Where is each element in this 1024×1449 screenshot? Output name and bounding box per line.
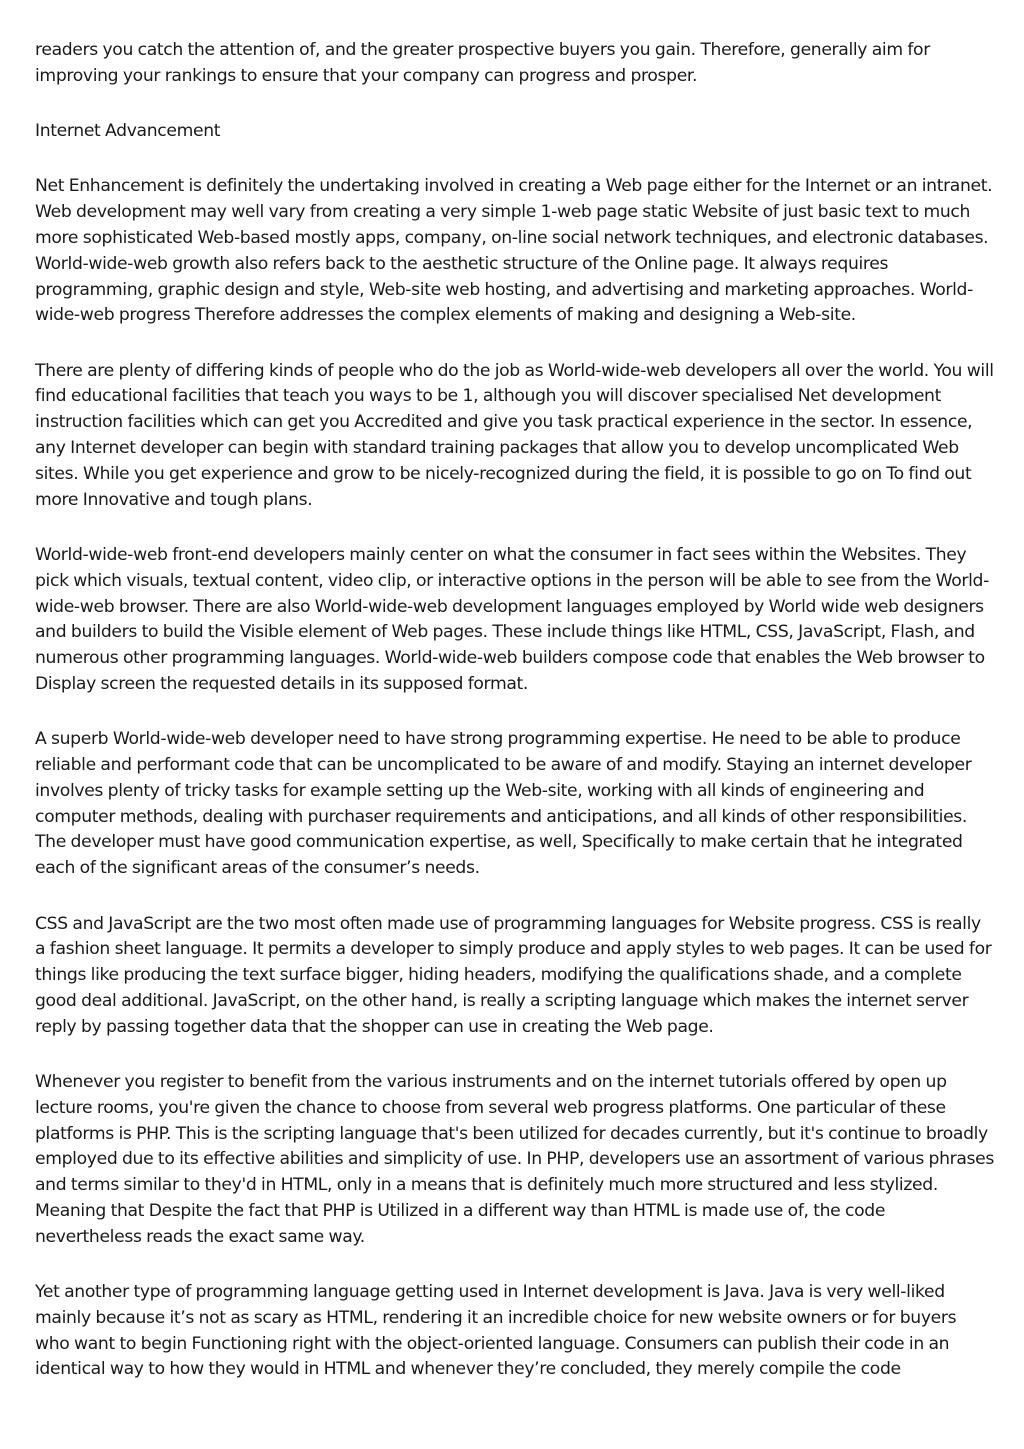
paragraph-kinds-of-developers: There are plenty of differing kinds of people who do the job as World-wide-web developers all over the world. You will find educational facilities that teach you ways to be 1, although you will discover specialised Net development instruction facilities which can get you Accredited and give you task practical experience in the sector. In essence, any Internet developer can begin with standard training packages that allow you to develop uncomplicated Web sites. While you get experience and grow to be nicely-recognized during the field, it is possible to go on To find out more Innovative and tough plans. xyxy=(35,360,994,510)
paragraph-superb-developer: A superb World-wide-web developer need to have strong programming expertise. He need to be able to produce reliable and performant code that can be uncomplicated to be aware of and modify. Staying an internet developer involves plenty of tricky tasks for example setting up the Web-site, working with all kinds of engineering and computer methods, dealing with purchaser requirements and anticipations, and all kinds of other responsibilities. The developer must have good communication expertise, as well, Specifically to make certain that he integrated each of the significant areas of the consumer’s needs. xyxy=(35,729,972,879)
document-page xyxy=(35,38,995,1383)
paragraph-css-javascript: CSS and JavaScript are the two most often made use of programming languages for Website progress. CSS is really a fashion sheet language. It permits a developer to simply produce and apply styles to web pages. It can be used for things like producing the text surface bigger, hiding headers, modifying the qualifications shade, and a complete good deal additional. JavaScript, on the other hand, is really a scripting language which makes the internet server reply by passing together data that the shopper can use in creating the Web page. xyxy=(35,913,992,1037)
paragraph-front-end-developers: World-wide-web front-end developers mainly center on what the consumer in fact sees within the Websites. They pick which visuals, textual content, video clip, or interactive options in the person will be able to see from the World-wide-web browser. There are also World-wide-web development languages employed by World wide web designers and builders to build the Visible element of Web pages. These include things like HTML, CSS, JavaScript, Flash, and numerous other programming languages. World-wide-web builders compose code that enables the Web browser to Display screen the requested details in its supposed format. xyxy=(35,544,989,694)
paragraph-intro-continuation: readers you catch the attention of, and the greater prospective buyers you gain. Therefore, generally aim for improving your rankings to ensure that your company can progress and prosper. xyxy=(35,40,930,86)
section-heading: Internet Advancement xyxy=(35,121,221,142)
paragraph-php: Whenever you register to benefit from the various instruments and on the internet tutorials offered by open up lecture rooms, you're given the chance to choose from several web progress platforms. One particular of these platforms is PHP. This is the scripting language that's been utilized for decades currently, but it's continue to broadly employed due to its effective abilities and simplicity of use. In PHP, developers use an assortment of various phrases and terms similar to they'd in HTML, only in a means that is definitely much more structured and less stylized. Meaning that Despite the fact that PHP is Utilized in a different way than HTML is made use of, the code nevertheless reads the exact same way. xyxy=(35,1072,994,1247)
paragraph-net-enhancement: Net Enhancement is definitely the undertaking involved in creating a Web page either for the Internet or an intranet. Web development may well vary from creating a very simple 1-web page static Website of just basic text to much more sophisticated Web-based mostly apps, company, on-line social network techniques, and electronic databases. World-wide-web growth also refers back to the aesthetic structure of the Online page. It always requires programming, graphic design and style, Web-site web hosting, and advertising and marketing approaches. World-wide-web progress Therefore addresses the complex elements of making and designing a Web-site. xyxy=(35,176,993,326)
paragraph-java: Yet another type of programming language getting used in Internet development is Java. Java is very well-liked mainly because it’s not as scary as HTML, rendering it an incredible choice for new website owners or for buyers who want to begin Functioning right with the object-oriented language. Consumers can publish their code in an identical way to how they would in HTML and whenever they’re concluded, they merely compile the code xyxy=(35,1282,957,1380)
